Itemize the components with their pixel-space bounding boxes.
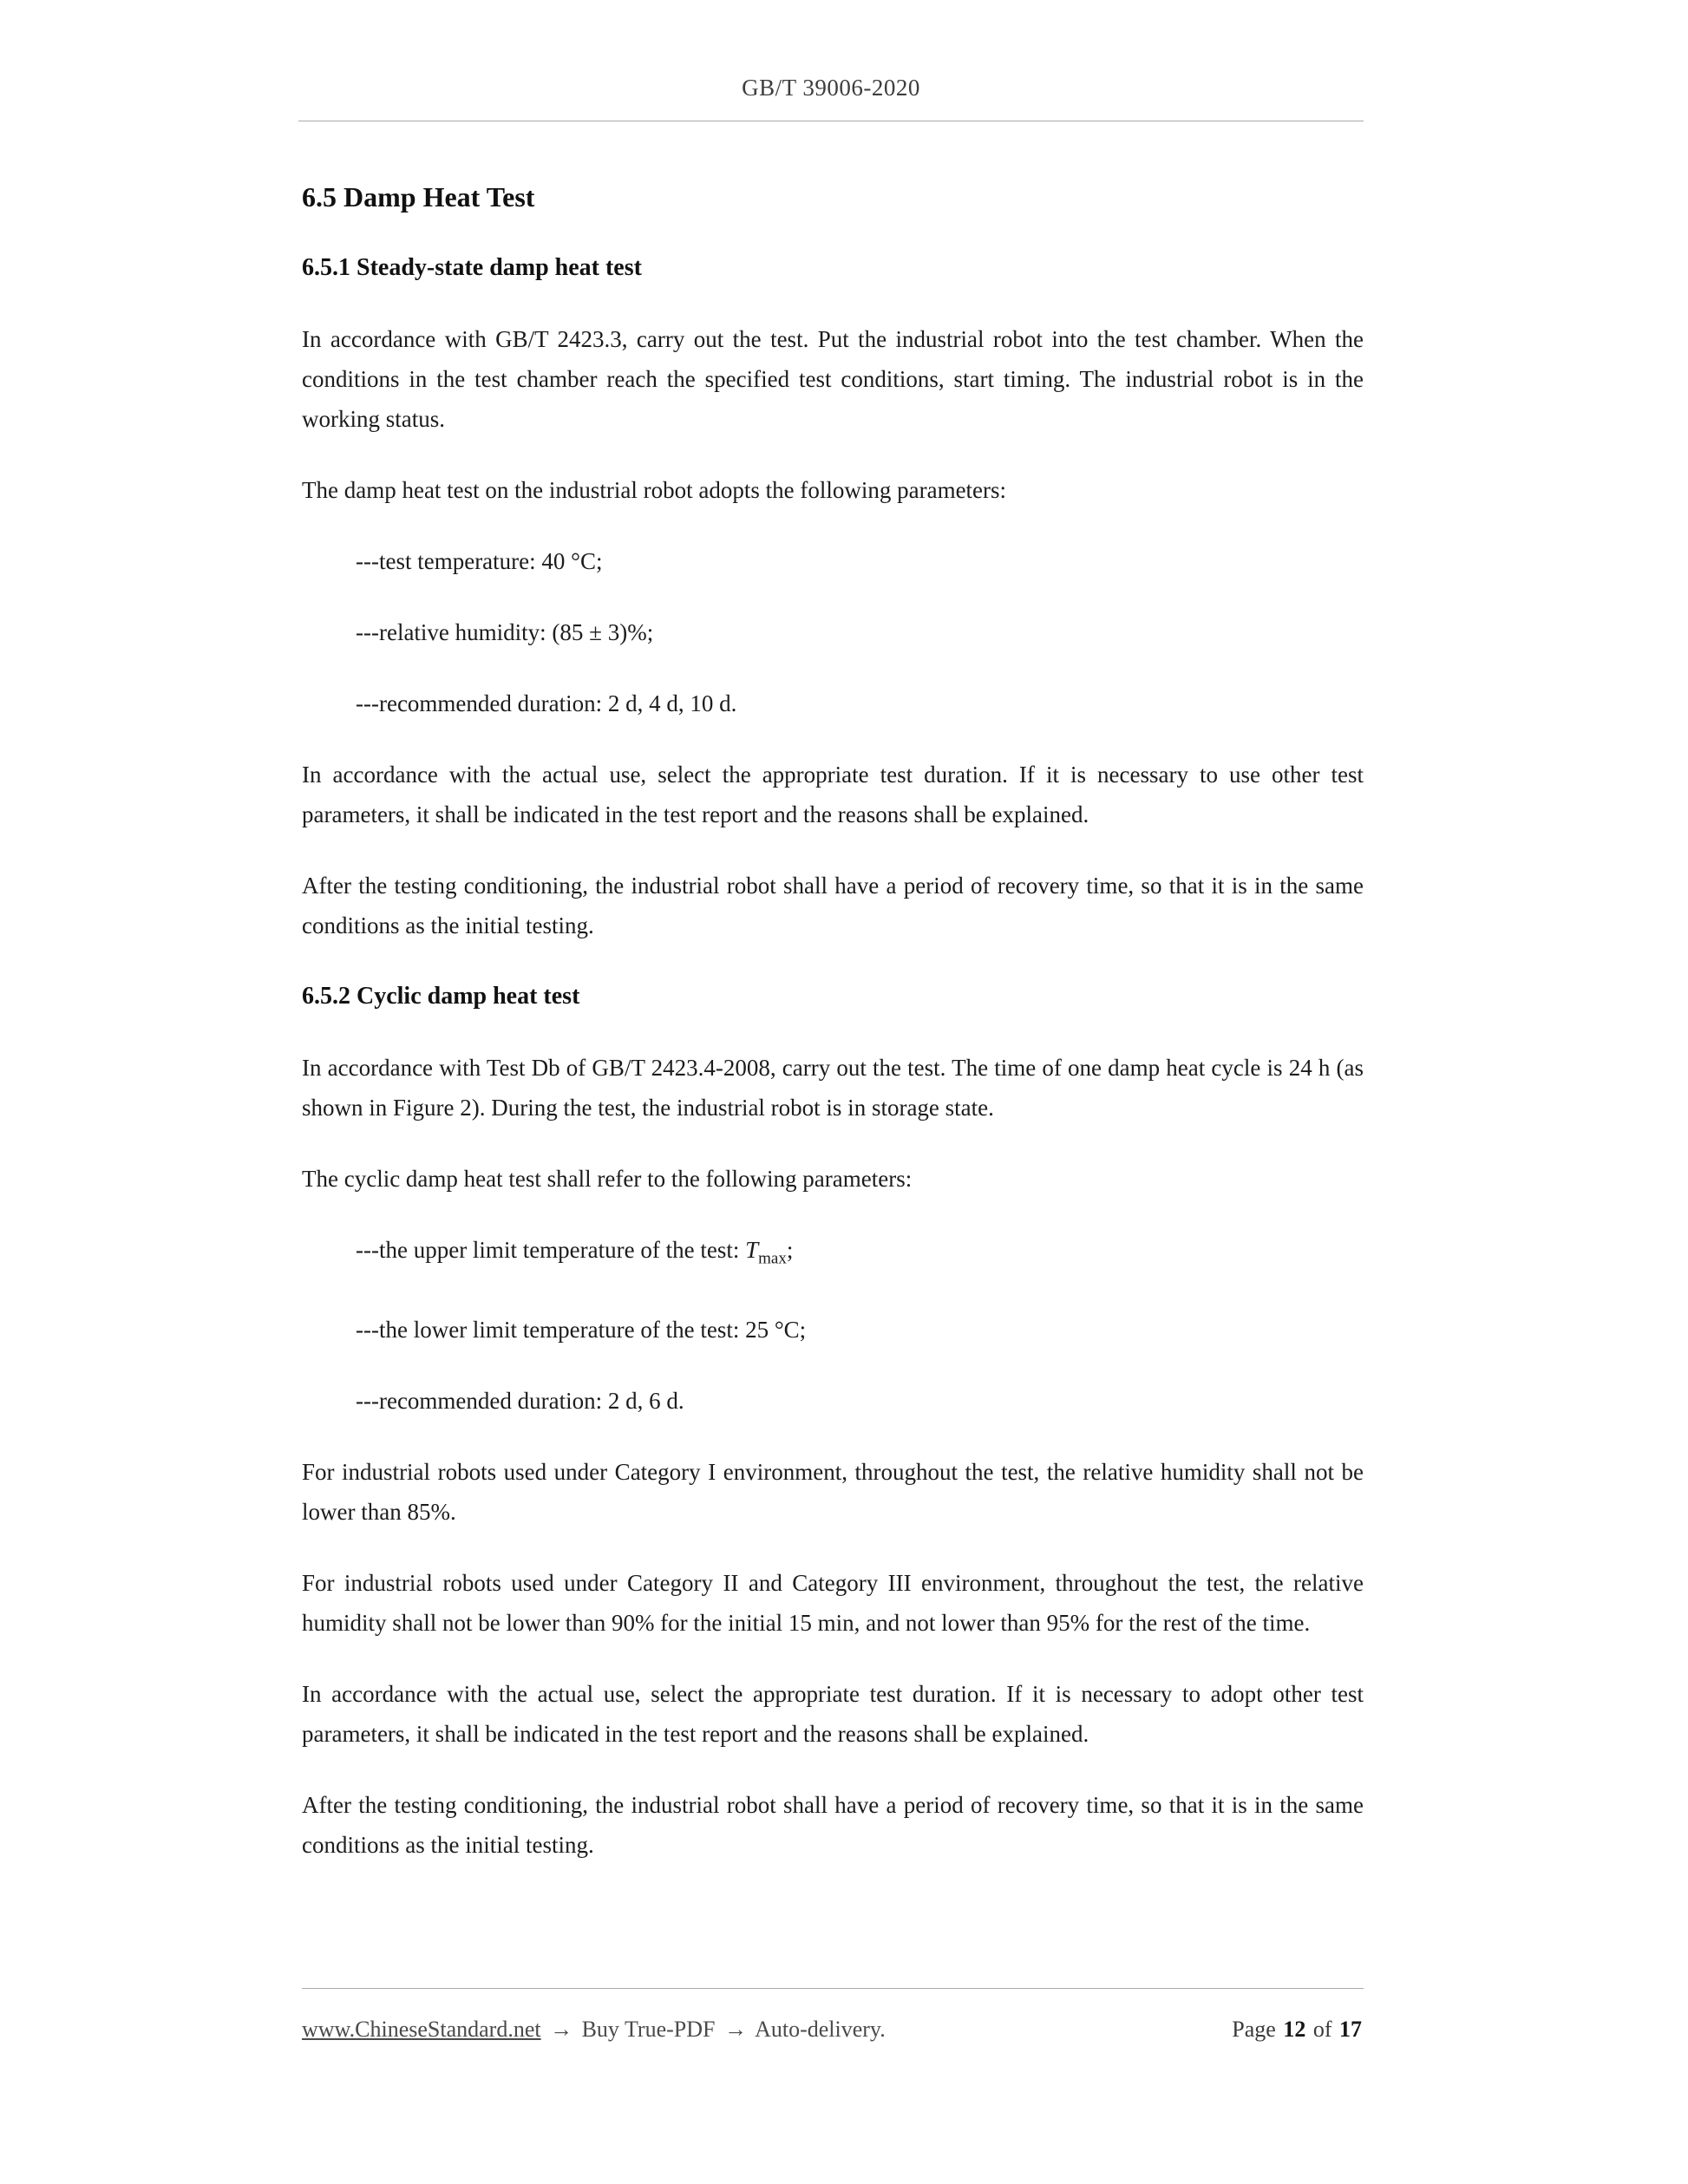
list-item-relative-humidity: ---relative humidity: (85 ± 3)%; bbox=[356, 619, 654, 645]
paragraph-651-3: In accordance with the actual use, select the appropriate test duration. If it is necessary to use other test parameters, it shall be indicated in the test report and the reasons shall be explained. bbox=[302, 762, 1364, 827]
list-item-lower-limit-temperature: ---the lower limit temperature of the test: 25 °C; bbox=[356, 1317, 807, 1344]
subsection-heading-651: 6.5.1 Steady-state damp heat test bbox=[302, 254, 642, 281]
list-item-recommended-duration: ---recommended duration: 2 d, 4 d, 10 d. bbox=[356, 690, 737, 716]
footer-delivery-text: Auto-delivery. bbox=[755, 2017, 886, 2042]
list-item-test-temperature: ---test temperature: 40 °C; bbox=[356, 548, 603, 574]
document-body bbox=[302, 177, 1364, 1865]
subsection-heading-652: 6.5.2 Cyclic damp heat test bbox=[302, 983, 580, 1010]
footer-buy-text: Buy True-PDF bbox=[581, 2017, 716, 2042]
upper-limit-text: ---the upper limit temperature of the test: bbox=[356, 1237, 746, 1263]
paragraph-652-4: For industrial robots used under Category II and Category III environment, throughout the test, the relative humidity shall not be lower than 90% for the initial 15 min, and not lower than 95% for the rest of the time. bbox=[302, 1570, 1364, 1637]
page-number-indicator bbox=[1232, 2015, 1364, 2044]
paragraph-652-5: In accordance with the actual use, select the appropriate test duration. If it is necessary to adopt other test parameters, it shall be indicated in the test report and the reasons shall be explained. bbox=[302, 1681, 1364, 1748]
document-code: GB/T 39006-2020 bbox=[742, 75, 920, 101]
temperature-variable: T bbox=[745, 1237, 759, 1263]
list-item-recommended-duration-2: ---recommended duration: 2 d, 6 d. bbox=[356, 1388, 684, 1415]
paragraph-651-2: The damp heat test on the industrial robot adopts the following parameters: bbox=[302, 477, 1007, 503]
arrow-right-icon: → bbox=[724, 2017, 747, 2042]
paragraph-652-6: After the testing conditioning, the industrial robot shall have a period of recovery time, so that it is in the same conditions as the initial testing. bbox=[302, 1792, 1364, 1859]
page-label: Page bbox=[1232, 2017, 1276, 2042]
upper-limit-terminator: ; bbox=[786, 1237, 794, 1263]
section-heading-65: 6.5 Damp Heat Test bbox=[302, 181, 535, 213]
list-item-upper-limit-temperature bbox=[302, 1230, 1364, 1278]
page-header bbox=[298, 0, 1364, 121]
paragraph-651-1: In accordance with GB/T 2423.3, carry out the test. Put the industrial robot into the test chamber. When the conditions in the test chamber reach the specified test conditions, start timing. The industrial robot is in the working status. bbox=[302, 326, 1364, 432]
paragraph-651-4: After the testing conditioning, the industrial robot shall have a period of recovery time, so that it is in the same conditions as the initial testing. bbox=[302, 873, 1364, 938]
total-page-number: 17 bbox=[1339, 2017, 1362, 2042]
temperature-subscript: max bbox=[758, 1249, 787, 1268]
paragraph-652-1: In accordance with Test Db of GB/T 2423.4-2008, carry out the test. The time of one damp heat cycle is 24 h (as shown in Figure 2). During the test, the industrial robot is in storage state. bbox=[302, 1055, 1364, 1121]
footer-site-link[interactable]: www.ChineseStandard.net bbox=[302, 2017, 541, 2042]
arrow-right-icon: → bbox=[550, 2017, 573, 2042]
paragraph-652-3: For industrial robots used under Category I environment, throughout the test, the relative humidity shall not be lower than 85%. bbox=[302, 1459, 1364, 1526]
of-label: of bbox=[1312, 2017, 1332, 2042]
footer-source-line bbox=[302, 2015, 886, 2044]
page-footer bbox=[302, 1988, 1364, 2044]
current-page-number: 12 bbox=[1283, 2017, 1306, 2042]
paragraph-652-2: The cyclic damp heat test shall refer to the following parameters: bbox=[302, 1166, 913, 1192]
